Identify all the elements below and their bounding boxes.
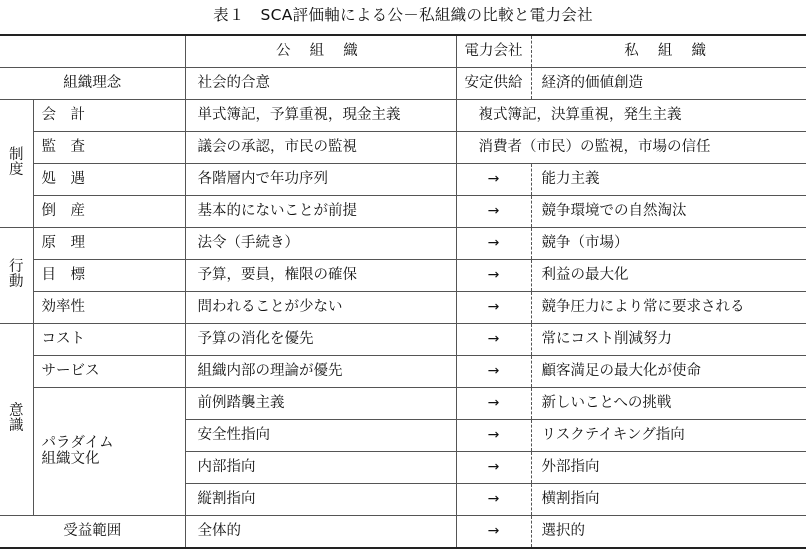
cell-public: 各階層内で年功序列 [185,164,456,196]
cell-private: リスクテイキング指向 [531,420,806,452]
cell-private: 顧客満足の最大化が使命 [531,356,806,388]
cell-public: 単式簿記，予算重視，現金主義 [185,100,456,132]
row-label: コスト [33,324,185,356]
cell-public: 問われることが少ない [185,292,456,324]
arrow-icon: → [456,228,531,260]
cell-public: 全体的 [185,516,456,549]
cell-private: 選択的 [531,516,806,549]
row-label: 効率性 [33,292,185,324]
cell-public: 社会的合意 [185,68,456,100]
row-label: 原 理 [33,228,185,260]
cell-public: 予算の消化を優先 [185,324,456,356]
header-blank-cell [0,35,185,68]
cell-private: 能力主義 [531,164,806,196]
cell-public: 縦割指向 [185,484,456,516]
arrow-icon: → [456,452,531,484]
cell-public: 予算，要員，権限の確保 [185,260,456,292]
comparison-table [0,34,806,549]
cell-power: 安定供給 [456,68,531,100]
table-row [0,388,806,420]
arrow-icon: → [456,164,531,196]
cell-shared: 複式簿記，決算重視，発生主義 [456,100,806,132]
cell-private: 常にコスト削減努力 [531,324,806,356]
cell-private: 新しいことへの挑戦 [531,388,806,420]
row-label-benefit: 受益範囲 [0,516,185,549]
cell-private: 競争（市場） [531,228,806,260]
arrow-icon: → [456,324,531,356]
arrow-icon: → [456,260,531,292]
row-label: 会 計 [33,100,185,132]
arrow-icon: → [456,484,531,516]
header-private: 私 組 織 [531,35,806,68]
arrow-icon: → [456,516,531,549]
table-row [0,68,806,100]
arrow-icon: → [456,292,531,324]
group-label-text: 意 識 [9,403,24,434]
table-row [0,100,806,132]
table-row [0,324,806,356]
group-label-text: 制 度 [9,147,24,178]
cell-public: 議会の承認，市民の監視 [185,132,456,164]
cell-private: 外部指向 [531,452,806,484]
cell-public: 前例踏襲主義 [185,388,456,420]
cell-shared: 消費者（市民）の監視，市場の信任 [456,132,806,164]
table-row [0,132,806,164]
header-power: 電力会社 [456,35,531,68]
cell-public: 内部指向 [185,452,456,484]
arrow-icon: → [456,356,531,388]
row-label: 目 標 [33,260,185,292]
table-row [0,164,806,196]
cell-public: 安全性指向 [185,420,456,452]
group-label-kodo [0,228,33,324]
paradigm-label-line2: 組織文化 [41,450,100,467]
group-label-ishiki [0,324,33,516]
cell-private: 競争環境での自然淘汰 [531,196,806,228]
row-label: 処 遇 [33,164,185,196]
group-label-seido [0,100,33,228]
table-row [0,516,806,549]
row-label: 倒 産 [33,196,185,228]
row-label: サービス [33,356,185,388]
cell-public: 法令（手続き） [185,228,456,260]
table-title: 表１ SCA評価軸による公－私組織の比較と電力会社 [213,6,593,24]
cell-private: 横割指向 [531,484,806,516]
header-public: 公 組 織 [185,35,456,68]
table-row [0,260,806,292]
row-label: 監 査 [33,132,185,164]
cell-private: 競争圧力により常に要求される [531,292,806,324]
cell-private: 利益の最大化 [531,260,806,292]
cell-public: 組織内部の理論が優先 [185,356,456,388]
arrow-icon: → [456,196,531,228]
cell-public: 基本的にないことが前提 [185,196,456,228]
arrow-icon: → [456,420,531,452]
table-row [0,228,806,260]
paradigm-label-line1: パラダイム [41,434,114,451]
table-row [0,292,806,324]
table-row [0,196,806,228]
row-label-paradigm [33,388,185,516]
row-label-philosophy: 組織理念 [0,68,185,100]
table-row [0,356,806,388]
arrow-icon: → [456,388,531,420]
header-row [0,35,806,68]
group-label-text: 行 動 [9,259,24,290]
cell-private: 経済的価値創造 [531,68,806,100]
